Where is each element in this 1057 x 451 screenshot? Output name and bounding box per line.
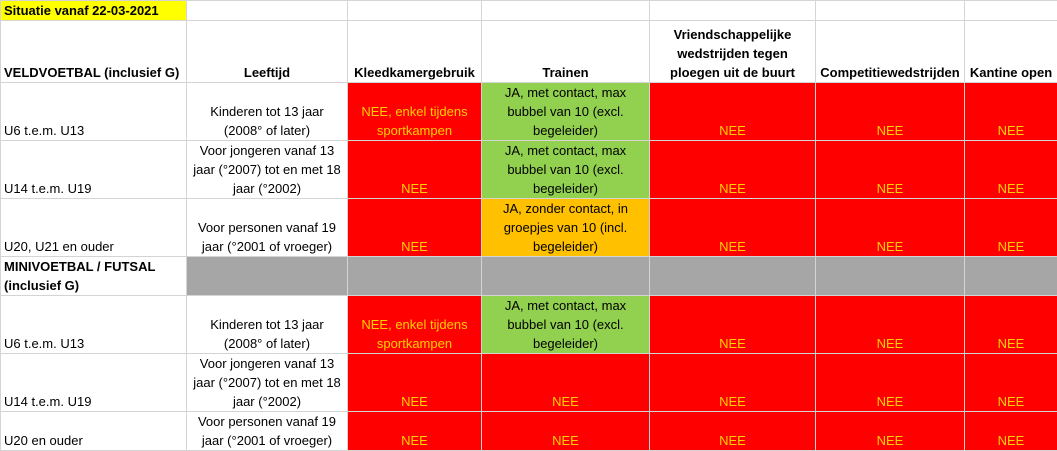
kleed-cell <box>348 199 482 257</box>
kantine-cell <box>965 83 1057 141</box>
table-row <box>1 296 1057 354</box>
vriend-text: NEE <box>719 239 746 254</box>
section-minivoetbal: MINIVOETBAL / FUTSAL (inclusief G) <box>1 257 187 296</box>
comp-text: NEE <box>877 433 904 448</box>
table-row <box>1 83 1057 141</box>
comp-text: NEE <box>877 123 904 138</box>
header-trainen: Trainen <box>482 21 650 83</box>
kantine-cell <box>965 354 1057 412</box>
age-cell: Kinderen tot 13 jaar (2008° of later) <box>187 296 348 354</box>
train-text: NEE <box>552 394 579 409</box>
comp-cell <box>816 141 965 199</box>
age-cell: Voor jongeren vanaf 13 jaar (°2007) tot en met 18 jaar (°2002) <box>187 141 348 199</box>
kantine-text: NEE <box>998 123 1025 138</box>
train-cell <box>482 354 650 412</box>
train-cell: JA, met contact, max bubbel van 10 (excl. begeleider) <box>482 141 650 199</box>
age-cell: Voor jongeren vanaf 13 jaar (°2007) tot en met 18 jaar (°2002) <box>187 354 348 412</box>
comp-text: NEE <box>877 336 904 351</box>
kantine-text: NEE <box>998 433 1025 448</box>
kantine-cell <box>965 141 1057 199</box>
comp-cell <box>816 296 965 354</box>
section-row <box>1 257 1057 296</box>
header-kantine: Kantine open <box>965 21 1057 83</box>
vriend-cell <box>650 354 816 412</box>
kleed-text: NEE, enkel tijdens sportkampen <box>361 317 467 351</box>
group-cell: U20, U21 en ouder <box>1 199 187 257</box>
kantine-text: NEE <box>998 239 1025 254</box>
comp-text: NEE <box>877 239 904 254</box>
train-text: NEE <box>552 433 579 448</box>
vriend-text: NEE <box>719 181 746 196</box>
age-cell: Voor personen vanaf 19 jaar (°2001 of vroeger) <box>187 199 348 257</box>
vriend-text: NEE <box>719 123 746 138</box>
train-cell: JA, met contact, max bubbel van 10 (excl. begeleider) <box>482 83 650 141</box>
group-cell: U20 en ouder <box>1 412 187 451</box>
kantine-text: NEE <box>998 394 1025 409</box>
vriend-text: NEE <box>719 433 746 448</box>
header-veldvoetbal: VELDVOETBAL (inclusief G) <box>1 21 187 83</box>
comp-cell <box>816 199 965 257</box>
table-row <box>1 141 1057 199</box>
kleed-text: NEE <box>401 394 428 409</box>
comp-cell <box>816 83 965 141</box>
header-leeftijd: Leeftijd <box>187 21 348 83</box>
header-competitie: Competitiewedstrijden <box>816 21 965 83</box>
kleed-text: NEE <box>401 239 428 254</box>
header-kleedkamer: Kleedkamergebruik <box>348 21 482 83</box>
kantine-cell <box>965 199 1057 257</box>
train-cell: JA, zonder contact, in groepjes van 10 (incl. begeleider) <box>482 199 650 257</box>
kleed-cell <box>348 141 482 199</box>
vriend-cell <box>650 83 816 141</box>
comp-text: NEE <box>877 181 904 196</box>
kleed-text: NEE, enkel tijdens sportkampen <box>361 104 467 138</box>
vriend-text: NEE <box>719 394 746 409</box>
group-cell: U14 t.e.m. U19 <box>1 141 187 199</box>
kleed-cell <box>348 83 482 141</box>
vriend-cell <box>650 199 816 257</box>
table-row <box>1 199 1057 257</box>
age-cell: Kinderen tot 13 jaar (2008° of later) <box>187 83 348 141</box>
train-cell: JA, met contact, max bubbel van 10 (excl. begeleider) <box>482 296 650 354</box>
group-cell: U14 t.e.m. U19 <box>1 354 187 412</box>
group-cell: U6 t.e.m. U13 <box>1 296 187 354</box>
sheet-title: Situatie vanaf 22-03-2021 <box>1 1 187 21</box>
vriend-text: NEE <box>719 336 746 351</box>
kleed-text: NEE <box>401 433 428 448</box>
age-cell: Voor personen vanaf 19 jaar (°2001 of vroeger) <box>187 412 348 451</box>
vriend-cell <box>650 296 816 354</box>
vriend-cell <box>650 141 816 199</box>
group-cell: U6 t.e.m. U13 <box>1 83 187 141</box>
table-row <box>1 354 1057 412</box>
kantine-cell <box>965 296 1057 354</box>
comp-cell <box>816 354 965 412</box>
header-vriendschappelijk: Vriendschappelijke wedstrijden tegen ploegen uit de buurt <box>650 21 816 83</box>
kantine-text: NEE <box>998 181 1025 196</box>
kantine-text: NEE <box>998 336 1025 351</box>
kleed-cell <box>348 354 482 412</box>
kleed-text: NEE <box>401 181 428 196</box>
kleed-cell <box>348 296 482 354</box>
comp-text: NEE <box>877 394 904 409</box>
